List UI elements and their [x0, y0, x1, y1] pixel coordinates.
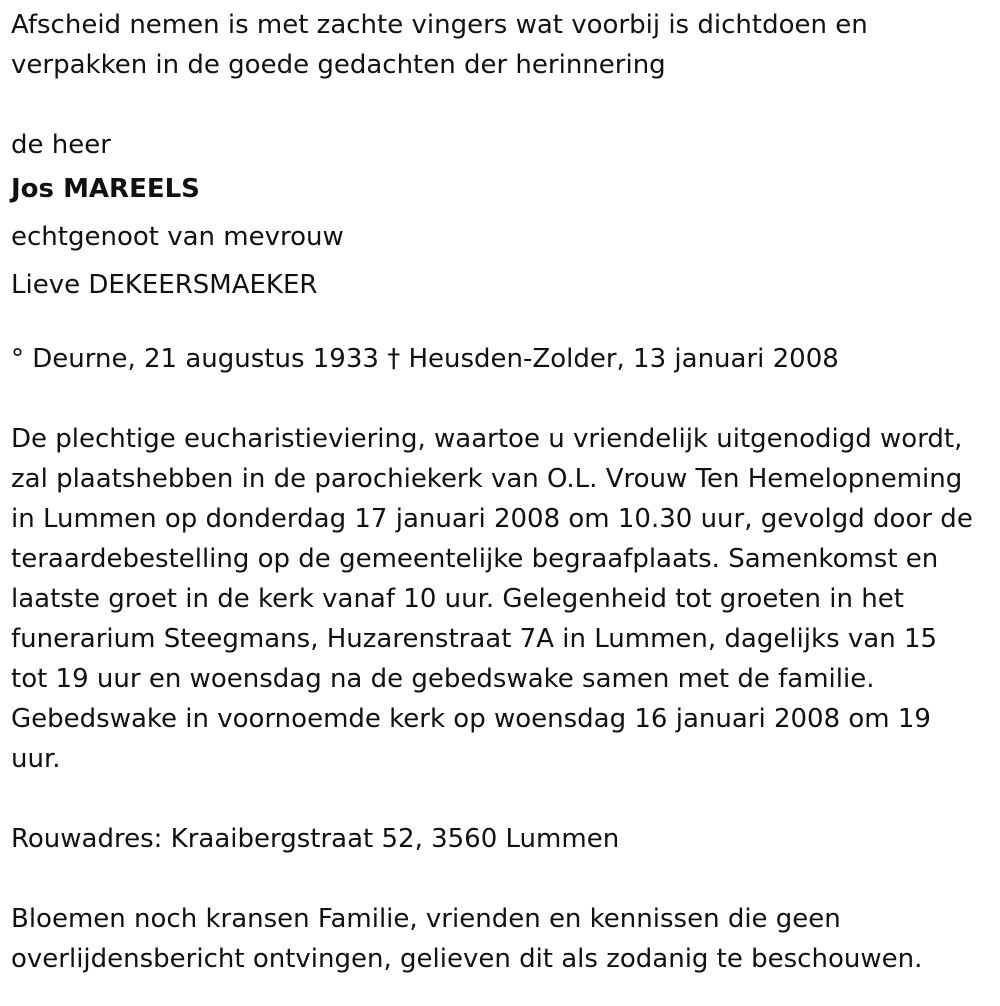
closing-line: overlijdensbericht ontvingen, gelieven dit als zodanig te beschouwen. — [11, 944, 923, 974]
ceremony-line: tot 19 uur en woensdag na de gebedswake samen met de familie. — [11, 664, 875, 694]
ceremony-line: in Lummen op donderdag 17 januari 2008 om 10.30 uur, gevolgd door de — [11, 504, 973, 534]
deceased-name: Jos MAREELS — [11, 174, 200, 204]
closing-line: Bloemen noch kransen Familie, vrienden en kennissen die geen — [11, 904, 841, 934]
ceremony-line: Gebedswake in voornoemde kerk op woensdag 16 januari 2008 om 19 — [11, 704, 931, 734]
spacer — [11, 779, 990, 819]
spacer — [11, 85, 990, 125]
ceremony-line: De plechtige eucharistieviering, waartoe u vriendelijk uitgenodigd wordt, — [11, 424, 963, 454]
ceremony-line: uur. — [11, 744, 61, 774]
ceremony-line: funerarium Steegmans, Huzarenstraat 7A in Lummen, dagelijks van 15 — [11, 624, 938, 654]
motto-line: verpakken in de goede gedachten der herinnering — [11, 50, 666, 80]
motto-text — [11, 5, 990, 85]
ceremony-line: laatste groet in de kerk vanaf 10 uur. Gelegenheid tot groeten in het — [11, 584, 904, 614]
motto-line: Afscheid nemen is met zachte vingers wat voorbij is dichtdoen en — [11, 10, 868, 40]
spacer — [11, 379, 990, 419]
mourning-address: Rouwadres: Kraaibergstraat 52, 3560 Lummen — [11, 824, 620, 854]
spacer — [11, 859, 990, 899]
ceremony-line: zal plaatshebben in de parochiekerk van O.L. Vrouw Ten Hemelopneming — [11, 464, 963, 494]
ceremony-paragraph — [11, 419, 990, 779]
spacer — [11, 309, 990, 337]
ceremony-line: teraardebestelling op de gemeentelijke begraafplaats. Samenkomst en — [11, 544, 939, 574]
closing-paragraph — [11, 899, 990, 979]
honorific-title: de heer — [11, 130, 111, 160]
spouse-name: Lieve DEKEERSMAEKER — [11, 270, 318, 300]
birth-death-dates: ° Deurne, 21 augustus 1933 † Heusden-Zolder, 13 januari 2008 — [11, 344, 839, 374]
relation-text: echtgenoot van mevrouw — [11, 222, 344, 252]
